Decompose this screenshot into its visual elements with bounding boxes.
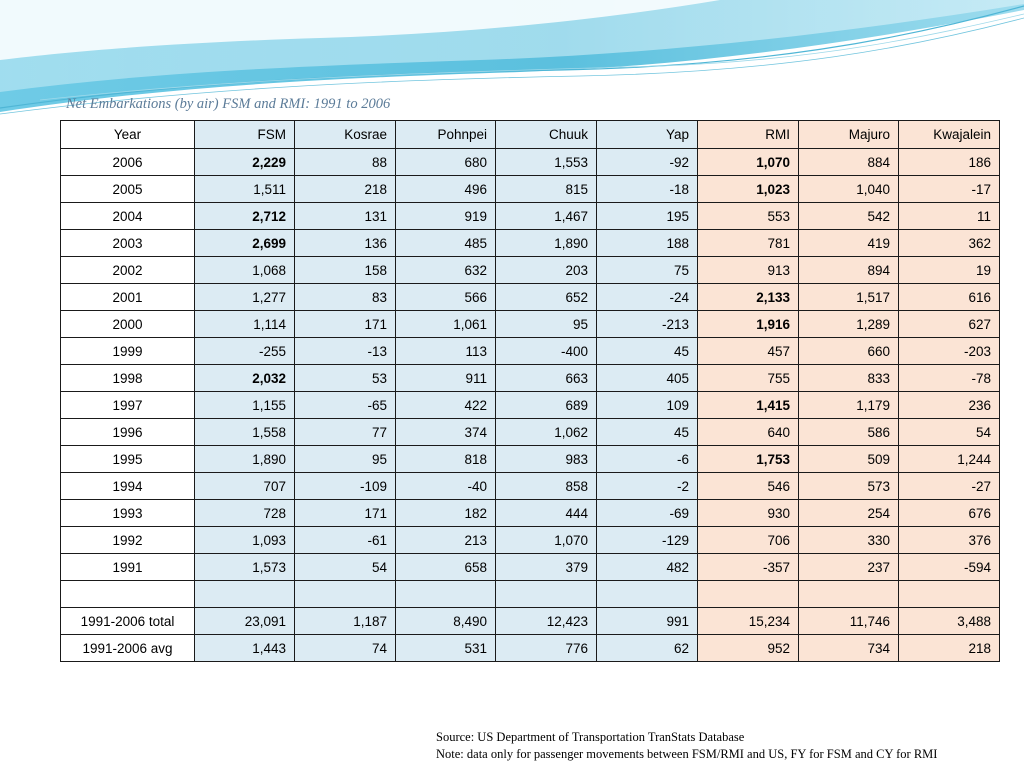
- cell-yap: 188: [597, 230, 698, 257]
- column-header-kwajalein: Kwajalein: [899, 121, 1000, 149]
- cell-kosrae: 136: [295, 230, 396, 257]
- cell-majuro: 509: [799, 446, 899, 473]
- row-label: 1996: [61, 419, 195, 446]
- cell-yap: 109: [597, 392, 698, 419]
- cell-majuro: 586: [799, 419, 899, 446]
- cell-majuro: 254: [799, 500, 899, 527]
- cell-rmi: 15,234: [698, 608, 799, 635]
- cell-chuuk: 815: [496, 176, 597, 203]
- column-header-yap: Yap: [597, 121, 698, 149]
- cell-chuuk: 1,890: [496, 230, 597, 257]
- table-row: [61, 284, 1000, 311]
- cell-pohnpei: [396, 581, 496, 608]
- row-label: [61, 581, 195, 608]
- cell-chuuk: 379: [496, 554, 597, 581]
- cell-yap: [597, 581, 698, 608]
- cell-kwajalein: 362: [899, 230, 1000, 257]
- cell-fsm: 1,068: [195, 257, 295, 284]
- cell-majuro: 237: [799, 554, 899, 581]
- cell-rmi: 913: [698, 257, 799, 284]
- cell-chuuk: 12,423: [496, 608, 597, 635]
- cell-fsm: 1,277: [195, 284, 295, 311]
- cell-pohnpei: 422: [396, 392, 496, 419]
- table-row: [61, 581, 1000, 608]
- cell-chuuk: 1,467: [496, 203, 597, 230]
- cell-majuro: 330: [799, 527, 899, 554]
- cell-kosrae: 171: [295, 500, 396, 527]
- cell-fsm: 1,093: [195, 527, 295, 554]
- cell-yap: 45: [597, 338, 698, 365]
- cell-kwajalein: -27: [899, 473, 1000, 500]
- cell-yap: 75: [597, 257, 698, 284]
- cell-pohnpei: 680: [396, 149, 496, 176]
- cell-kwajalein: 19: [899, 257, 1000, 284]
- data-note: Note: data only for passenger movements between FSM/RMI and US, FY for FSM and CY for RMI: [436, 747, 938, 761]
- cell-fsm: 1,114: [195, 311, 295, 338]
- cell-pohnpei: 374: [396, 419, 496, 446]
- cell-kosrae: 95: [295, 446, 396, 473]
- cell-kwajalein: 376: [899, 527, 1000, 554]
- cell-fsm: 1,155: [195, 392, 295, 419]
- cell-rmi: 2,133: [698, 284, 799, 311]
- cell-chuuk: 652: [496, 284, 597, 311]
- cell-kosrae: [295, 581, 396, 608]
- cell-majuro: 1,040: [799, 176, 899, 203]
- embarkations-table: [60, 120, 1000, 662]
- cell-pohnpei: 531: [396, 635, 496, 662]
- row-label: 2001: [61, 284, 195, 311]
- cell-kwajalein: -78: [899, 365, 1000, 392]
- cell-majuro: 894: [799, 257, 899, 284]
- row-label: 1994: [61, 473, 195, 500]
- cell-chuuk: 444: [496, 500, 597, 527]
- table-row: [61, 608, 1000, 635]
- cell-fsm: [195, 581, 295, 608]
- cell-rmi: 781: [698, 230, 799, 257]
- source-note: Source: US Department of Transportation TranStats Database: [436, 730, 745, 744]
- row-label: 1991: [61, 554, 195, 581]
- table-row: [61, 311, 1000, 338]
- table-row: [61, 149, 1000, 176]
- row-label: 1999: [61, 338, 195, 365]
- cell-fsm: 728: [195, 500, 295, 527]
- table-row: [61, 554, 1000, 581]
- cell-pohnpei: 213: [396, 527, 496, 554]
- cell-majuro: 1,289: [799, 311, 899, 338]
- cell-kwajalein: 54: [899, 419, 1000, 446]
- table-row: [61, 473, 1000, 500]
- cell-kosrae: 131: [295, 203, 396, 230]
- cell-kwajalein: 186: [899, 149, 1000, 176]
- cell-pohnpei: 919: [396, 203, 496, 230]
- cell-kosrae: 88: [295, 149, 396, 176]
- cell-chuuk: 663: [496, 365, 597, 392]
- cell-kosrae: -13: [295, 338, 396, 365]
- cell-kosrae: -65: [295, 392, 396, 419]
- table-row: [61, 176, 1000, 203]
- cell-kwajalein: 218: [899, 635, 1000, 662]
- cell-fsm: 2,229: [195, 149, 295, 176]
- row-label: 2003: [61, 230, 195, 257]
- footer-notes: [436, 729, 937, 763]
- cell-chuuk: 95: [496, 311, 597, 338]
- cell-yap: 991: [597, 608, 698, 635]
- cell-kwajalein: 1,244: [899, 446, 1000, 473]
- cell-kosrae: 171: [295, 311, 396, 338]
- cell-kwajalein: 236: [899, 392, 1000, 419]
- row-label: 1998: [61, 365, 195, 392]
- cell-fsm: 1,573: [195, 554, 295, 581]
- cell-rmi: 706: [698, 527, 799, 554]
- cell-rmi: 930: [698, 500, 799, 527]
- cell-kwajalein: 616: [899, 284, 1000, 311]
- cell-chuuk: 1,553: [496, 149, 597, 176]
- row-label: 2005: [61, 176, 195, 203]
- cell-pohnpei: 113: [396, 338, 496, 365]
- table-row: [61, 365, 1000, 392]
- row-label: 2006: [61, 149, 195, 176]
- cell-rmi: -357: [698, 554, 799, 581]
- cell-fsm: 2,032: [195, 365, 295, 392]
- cell-chuuk: 776: [496, 635, 597, 662]
- column-header-year: Year: [61, 121, 195, 149]
- cell-pohnpei: 496: [396, 176, 496, 203]
- table-row: [61, 203, 1000, 230]
- cell-yap: -6: [597, 446, 698, 473]
- cell-yap: -92: [597, 149, 698, 176]
- cell-rmi: 755: [698, 365, 799, 392]
- cell-pohnpei: 1,061: [396, 311, 496, 338]
- cell-kwajalein: -17: [899, 176, 1000, 203]
- cell-kwajalein: 627: [899, 311, 1000, 338]
- cell-rmi: 1,916: [698, 311, 799, 338]
- cell-kosrae: 54: [295, 554, 396, 581]
- cell-pohnpei: 658: [396, 554, 496, 581]
- cell-kosrae: 74: [295, 635, 396, 662]
- table-row: [61, 392, 1000, 419]
- cell-chuuk: 858: [496, 473, 597, 500]
- cell-pohnpei: -40: [396, 473, 496, 500]
- cell-majuro: 1,517: [799, 284, 899, 311]
- cell-fsm: 2,712: [195, 203, 295, 230]
- cell-kosrae: 77: [295, 419, 396, 446]
- cell-majuro: 734: [799, 635, 899, 662]
- cell-rmi: 952: [698, 635, 799, 662]
- cell-majuro: 542: [799, 203, 899, 230]
- cell-majuro: 573: [799, 473, 899, 500]
- cell-fsm: 1,890: [195, 446, 295, 473]
- cell-rmi: 1,415: [698, 392, 799, 419]
- table-header-row: [61, 121, 1000, 149]
- table-row: [61, 446, 1000, 473]
- cell-pohnpei: 632: [396, 257, 496, 284]
- column-header-rmi: RMI: [698, 121, 799, 149]
- cell-kwajalein: 676: [899, 500, 1000, 527]
- cell-rmi: 1,070: [698, 149, 799, 176]
- table-row: [61, 338, 1000, 365]
- cell-majuro: 884: [799, 149, 899, 176]
- cell-kosrae: 218: [295, 176, 396, 203]
- cell-pohnpei: 485: [396, 230, 496, 257]
- cell-yap: -2: [597, 473, 698, 500]
- cell-fsm: 1,558: [195, 419, 295, 446]
- column-header-chuuk: Chuuk: [496, 121, 597, 149]
- cell-chuuk: 689: [496, 392, 597, 419]
- cell-kosrae: -61: [295, 527, 396, 554]
- cell-majuro: 419: [799, 230, 899, 257]
- cell-chuuk: [496, 581, 597, 608]
- row-label: 1991-2006 avg: [61, 635, 195, 662]
- table-row: [61, 257, 1000, 284]
- cell-rmi: [698, 581, 799, 608]
- cell-pohnpei: 566: [396, 284, 496, 311]
- cell-fsm: 1,443: [195, 635, 295, 662]
- cell-yap: -24: [597, 284, 698, 311]
- cell-majuro: [799, 581, 899, 608]
- cell-majuro: 833: [799, 365, 899, 392]
- row-label: 1995: [61, 446, 195, 473]
- cell-majuro: 660: [799, 338, 899, 365]
- cell-kosrae: -109: [295, 473, 396, 500]
- cell-fsm: 707: [195, 473, 295, 500]
- cell-yap: 405: [597, 365, 698, 392]
- cell-chuuk: 203: [496, 257, 597, 284]
- cell-chuuk: 1,062: [496, 419, 597, 446]
- cell-rmi: 457: [698, 338, 799, 365]
- cell-rmi: 640: [698, 419, 799, 446]
- cell-fsm: 2,699: [195, 230, 295, 257]
- cell-yap: -69: [597, 500, 698, 527]
- cell-yap: 482: [597, 554, 698, 581]
- cell-rmi: 553: [698, 203, 799, 230]
- row-label: 1997: [61, 392, 195, 419]
- column-header-fsm: FSM: [195, 121, 295, 149]
- cell-yap: 195: [597, 203, 698, 230]
- cell-kosrae: 1,187: [295, 608, 396, 635]
- cell-yap: 62: [597, 635, 698, 662]
- column-header-kosrae: Kosrae: [295, 121, 396, 149]
- cell-fsm: 1,511: [195, 176, 295, 203]
- cell-rmi: 1,023: [698, 176, 799, 203]
- cell-kosrae: 83: [295, 284, 396, 311]
- table-row: [61, 635, 1000, 662]
- cell-kosrae: 158: [295, 257, 396, 284]
- cell-chuuk: 1,070: [496, 527, 597, 554]
- cell-majuro: 11,746: [799, 608, 899, 635]
- cell-yap: 45: [597, 419, 698, 446]
- table-row: [61, 230, 1000, 257]
- cell-fsm: 23,091: [195, 608, 295, 635]
- cell-fsm: -255: [195, 338, 295, 365]
- table-row: [61, 419, 1000, 446]
- cell-pohnpei: 182: [396, 500, 496, 527]
- row-label: 2000: [61, 311, 195, 338]
- cell-kosrae: 53: [295, 365, 396, 392]
- cell-pohnpei: 8,490: [396, 608, 496, 635]
- cell-yap: -18: [597, 176, 698, 203]
- cell-rmi: 1,753: [698, 446, 799, 473]
- cell-yap: -213: [597, 311, 698, 338]
- table-row: [61, 527, 1000, 554]
- row-label: 1993: [61, 500, 195, 527]
- cell-majuro: 1,179: [799, 392, 899, 419]
- cell-pohnpei: 818: [396, 446, 496, 473]
- cell-rmi: 546: [698, 473, 799, 500]
- cell-chuuk: -400: [496, 338, 597, 365]
- cell-yap: -129: [597, 527, 698, 554]
- row-label: 1992: [61, 527, 195, 554]
- cell-kwajalein: 3,488: [899, 608, 1000, 635]
- table-row: [61, 500, 1000, 527]
- cell-kwajalein: 11: [899, 203, 1000, 230]
- cell-chuuk: 983: [496, 446, 597, 473]
- cell-kwajalein: -203: [899, 338, 1000, 365]
- row-label: 2002: [61, 257, 195, 284]
- row-label: 2004: [61, 203, 195, 230]
- slide-title: Net Embarkations (by air) FSM and RMI: 1991 to 2006: [66, 96, 391, 112]
- row-label: 1991-2006 total: [61, 608, 195, 635]
- cell-pohnpei: 911: [396, 365, 496, 392]
- column-header-pohnpei: Pohnpei: [396, 121, 496, 149]
- cell-kwajalein: -594: [899, 554, 1000, 581]
- column-header-majuro: Majuro: [799, 121, 899, 149]
- cell-kwajalein: [899, 581, 1000, 608]
